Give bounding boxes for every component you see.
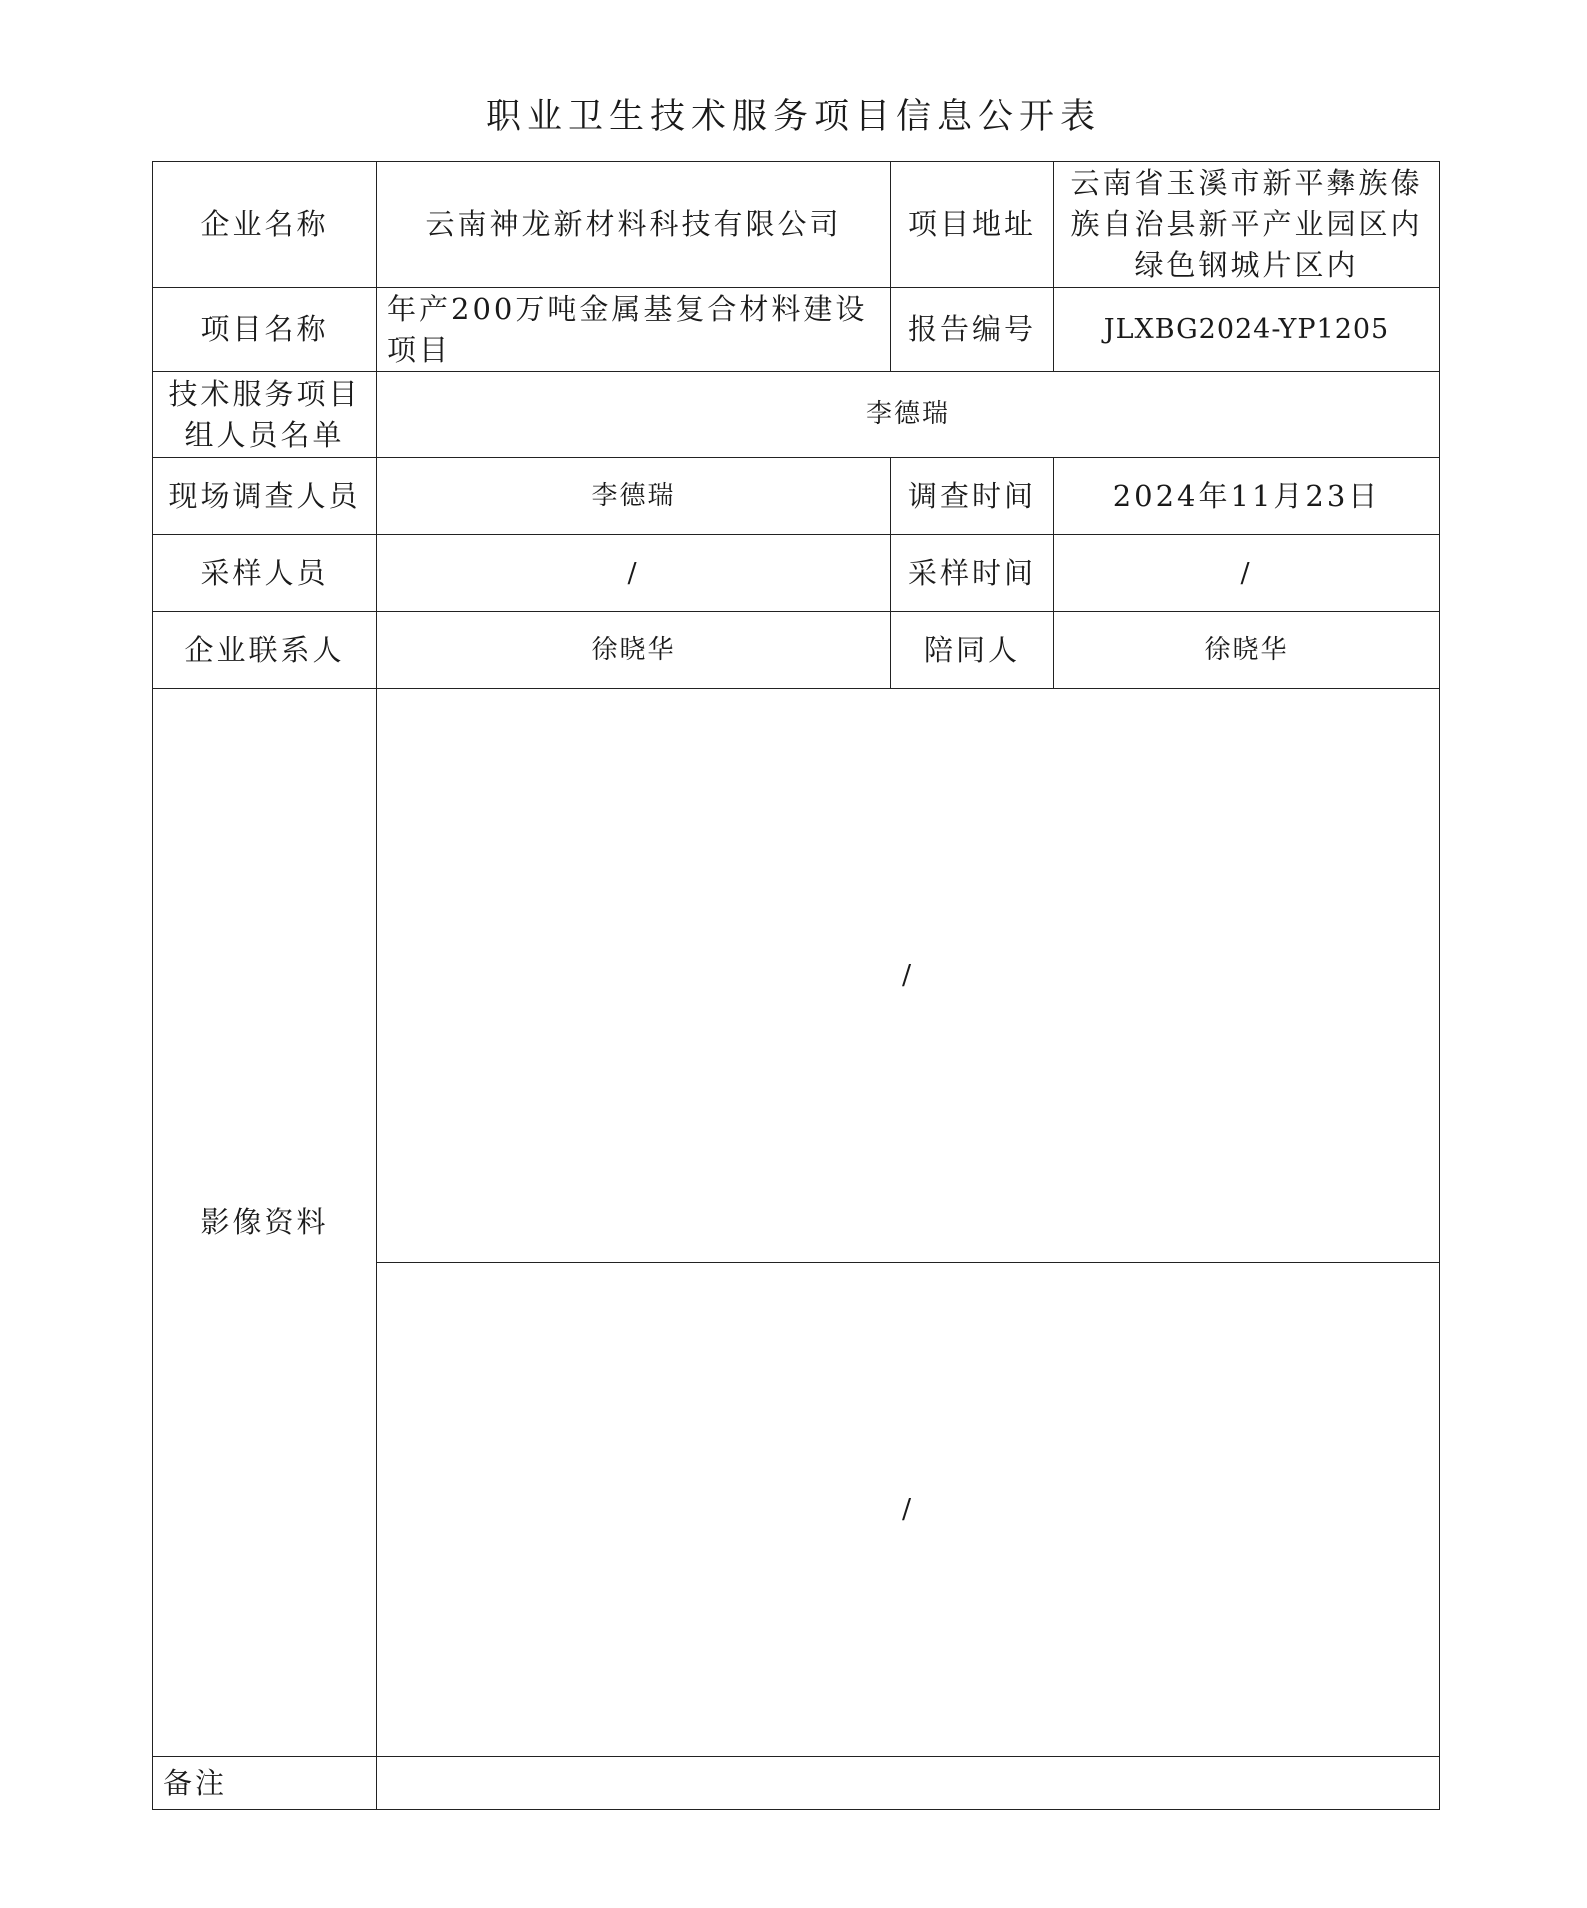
escort-value: 徐晓华 bbox=[1054, 612, 1440, 689]
document-title: 职业卫生技术服务项目信息公开表 bbox=[485, 97, 1101, 137]
image-materials-label: 影像资料 bbox=[153, 689, 377, 1757]
row-sampling bbox=[153, 535, 1440, 612]
image-slot-1: / bbox=[377, 689, 1440, 1263]
row-project bbox=[153, 288, 1440, 372]
company-name-value: 云南神龙新材料科技有限公司 bbox=[377, 162, 891, 288]
remarks-value bbox=[377, 1757, 1440, 1810]
project-name-label: 项目名称 bbox=[153, 288, 377, 372]
image-slot-2: / bbox=[377, 1263, 1440, 1757]
company-name-label: 企业名称 bbox=[153, 162, 377, 288]
row-images-1 bbox=[153, 689, 1440, 1263]
company-contact-value: 徐晓华 bbox=[377, 612, 891, 689]
team-members-value: 李德瑞 bbox=[377, 372, 1440, 458]
sampling-time-value: / bbox=[1054, 535, 1440, 612]
team-members-label: 技术服务项目组人员名单 bbox=[153, 372, 377, 458]
survey-time-label: 调查时间 bbox=[891, 458, 1054, 535]
sampling-staff-label: 采样人员 bbox=[153, 535, 377, 612]
row-survey bbox=[153, 458, 1440, 535]
sampling-staff-value: / bbox=[377, 535, 891, 612]
row-team bbox=[153, 372, 1440, 458]
remarks-label: 备注 bbox=[153, 1757, 377, 1810]
row-contact bbox=[153, 612, 1440, 689]
project-name-value: 年产200万吨金属基复合材料建设项目 bbox=[377, 288, 891, 372]
report-number-label: 报告编号 bbox=[891, 288, 1054, 372]
escort-label: 陪同人 bbox=[891, 612, 1054, 689]
survey-time-value: 2024年11月23日 bbox=[1054, 458, 1440, 535]
row-remarks bbox=[153, 1757, 1440, 1810]
survey-staff-label: 现场调查人员 bbox=[153, 458, 377, 535]
project-address-value: 云南省玉溪市新平彝族傣族自治县新平产业园区内绿色钢城片区内 bbox=[1054, 162, 1440, 288]
report-number-value: JLXBG2024-YP1205 bbox=[1054, 288, 1440, 372]
row-company bbox=[153, 162, 1440, 288]
info-table bbox=[152, 161, 1440, 1810]
project-address-label: 项目地址 bbox=[891, 162, 1054, 288]
survey-staff-value: 李德瑞 bbox=[377, 458, 891, 535]
sampling-time-label: 采样时间 bbox=[891, 535, 1054, 612]
company-contact-label: 企业联系人 bbox=[153, 612, 377, 689]
